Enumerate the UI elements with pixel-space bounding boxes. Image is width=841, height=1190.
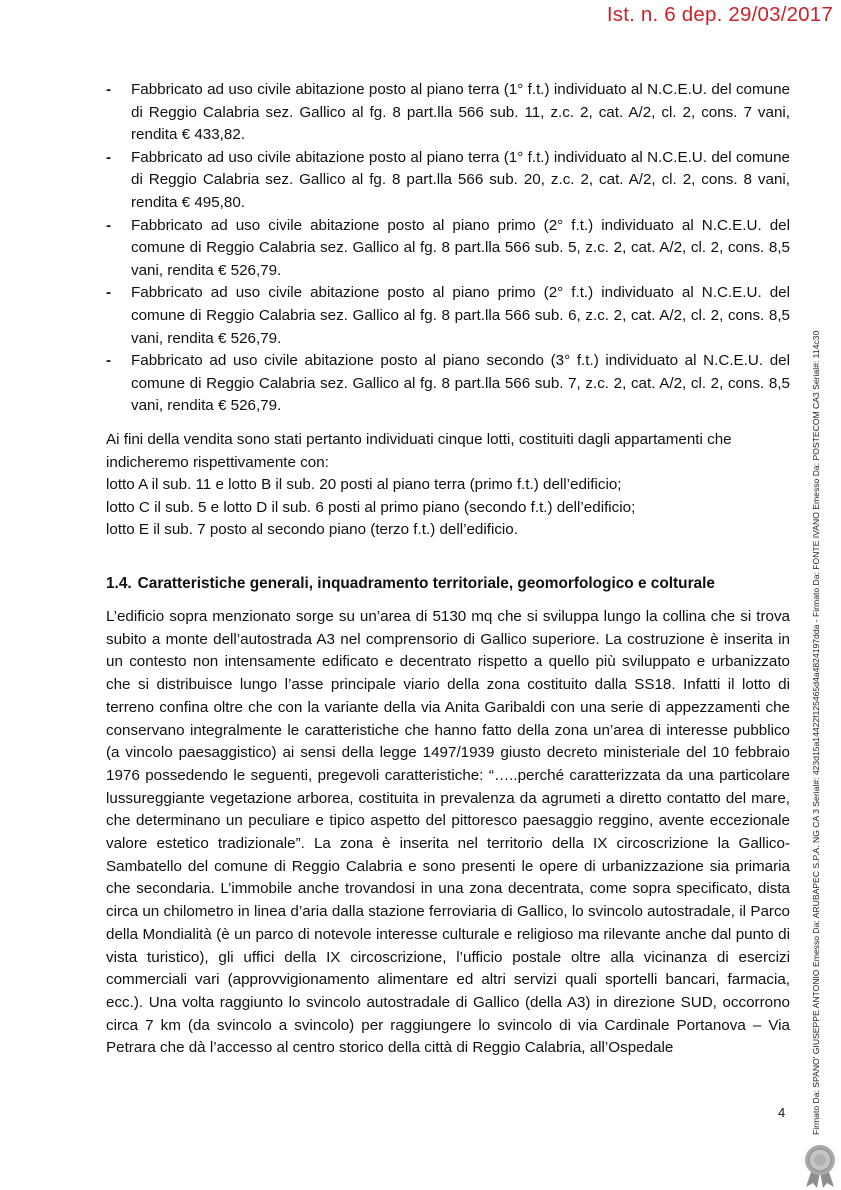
deposit-stamp: Ist. n. 6 dep. 29/03/2017 <box>606 3 833 26</box>
list-item <box>106 147 790 215</box>
page-number: 4 <box>778 1105 786 1120</box>
list-item-text: Fabbricato ad uso civile abitazione posto al piano terra (1° f.t.) individuato al N.C.E.U. del comune di Reggio Calabria sez. Gallico al fg. 8 part.lla 566 sub. 11, z.c. 2, cat. A/2, cl. 2, cons. 7 vani, rendita € 433,82. <box>131 81 790 144</box>
list-dash: - <box>106 148 112 166</box>
section-body: L’edificio sopra menzionato sorge su un’area di 5130 mq che si sviluppa lungo la collina che si trova subito a monte dell’autostrada A3 nel comprensorio di Gallico superiore. La costruzione è inserita in un contesto non intensamente edificato e decentrato rispetto a quello più sviluppato e urbanizzato che si distribuisce lungo l’asse principale viario della zona costituito dalla SS18. Infatti il lotto di terreno confina oltre che con la variante della via Anita Garibaldi con una serie di appezzamenti che conservano integralmente le caratteristiche che hanno fatto della zona un’area di interesse pubblico (a vincolo paesaggistico) ai sensi della legge 1497/1939 giusto decreto ministeriale del 10 febbraio 1976 possedendo le seguenti, pregevoli caratteristiche: “…..perché caratterizzata da una particolare lussureggiante vegetazione arborea, costituita in prevalenza da agrumeti a diretto contatto del mare, che determinano un peculiare e tipico aspetto del pittoresco paesaggio reggino, avente eccezionale valore estetico tradizionale”. La zona è inserita nel territorio della IX circoscrizione la Gallico-Sambatello del comune di Reggio Calabria e sono presenti le opere di urbanizzazione sia primaria che secondaria. L’immobile anche trovandosi in una zona decentrata, come sopra specificato, dista circa un chilometro in linea d’aria dalla stazione ferroviaria di Gallico, lo svincolo autostradale, il Parco della Mondialità (è un parco di notevole interesse culturale e religioso ma rilevante anche dal punto di vista turistico), gli uffici della IX circoscrizione, l’ufficio postale oltre alla vicinanza di esercizi commerciali vari (approvvigionamento alimentare ed altri servizi quali sportelli bancari, farmacia, ecc.). Una volta raggiunto lo svincolo autostradale di Gallico (della A3) in direzione SUD, occorrono circa 7 km (da svincolo a svincolo) per raggiungere lo svincolo di via Cardinale Portanova – Via Petrara che dà l’accesso al centro storico della città di Reggio Calabria, all’Ospedale <box>106 608 790 1057</box>
list-item <box>106 282 790 350</box>
seal-ribbon-icon <box>800 1143 840 1189</box>
section-number: 1.4. <box>106 575 132 592</box>
list-item-text: Fabbricato ad uso civile abitazione posto al piano primo (2° f.t.) individuato al N.C.E.U. del comune di Reggio Calabria sez. Gallico al fg. 8 part.lla 566 sub. 6, z.c. 2, cat. A/2, cl. 2, cons. 8,5 vani, rendita € 526,79. <box>131 284 790 347</box>
list-item <box>106 79 790 147</box>
list-item <box>106 350 790 418</box>
lots-line-1: lotto A il sub. 11 e lotto B il sub. 20 posti al piano terra (primo f.t.) dell’edificio; <box>106 476 622 494</box>
section-heading <box>106 573 806 595</box>
property-list <box>106 79 790 418</box>
list-dash: - <box>106 81 112 98</box>
lots-intro: Ai fini della vendita sono stati pertanto individuati cinque lotti, costituiti dagli appartamenti che indicheremo rispettivamente con: <box>106 431 732 471</box>
list-dash: - <box>106 284 112 302</box>
signature-text: Firmato Da: SPANO' GIUSEPPE ANTONIO Emesso Da: ARUBAPEC S.P.A. NG CA 3 Serial#: 423d15a14422f125465d4a4824197dda - Firmato Da: FONTE IVANO Emesso Da: POSTECOM CA3 Serial#: 114c30 <box>811 330 821 1135</box>
list-dash: - <box>106 352 112 370</box>
digital-signature-strip <box>802 90 832 1135</box>
list-item-text: Fabbricato ad uso civile abitazione posto al piano primo (2° f.t.) individuato al N.C.E.U. del comune di Reggio Calabria sez. Gallico al fg. 8 part.lla 566 sub. 5, z.c. 2, cat. A/2, cl. 2, cons. 8,5 vani, rendita € 526,79. <box>131 216 790 279</box>
list-item <box>106 215 790 283</box>
lots-paragraph <box>106 429 790 542</box>
section-title: Caratteristiche generali, inquadramento territoriale, geomorfologico e colturale <box>137 575 715 592</box>
list-item-text: Fabbricato ad uso civile abitazione posto al piano secondo (3° f.t.) individuato al N.C.E.U. del comune di Reggio Calabria sez. Gallico al fg. 8 part.lla 566 sub. 7, z.c. 2, cat. A/2, cl. 2, cons. 8,5 vani, rendita € 526,79. <box>131 352 790 415</box>
lots-line-2: lotto C il sub. 5 e lotto D il sub. 6 posti al primo piano (secondo f.t.) dell’edificio; <box>106 498 636 516</box>
lots-line-3: lotto E il sub. 7 posto al secondo piano (terzo f.t.) dell’edificio. <box>106 521 518 539</box>
list-item-text: Fabbricato ad uso civile abitazione posto al piano terra (1° f.t.) individuato al N.C.E.U. del comune di Reggio Calabria sez. Gallico al fg. 8 part.lla 566 sub. 20, z.c. 2, cat. A/2, cl. 2, cons. 8 vani, rendita € 495,80. <box>131 148 790 211</box>
list-dash: - <box>106 216 112 234</box>
